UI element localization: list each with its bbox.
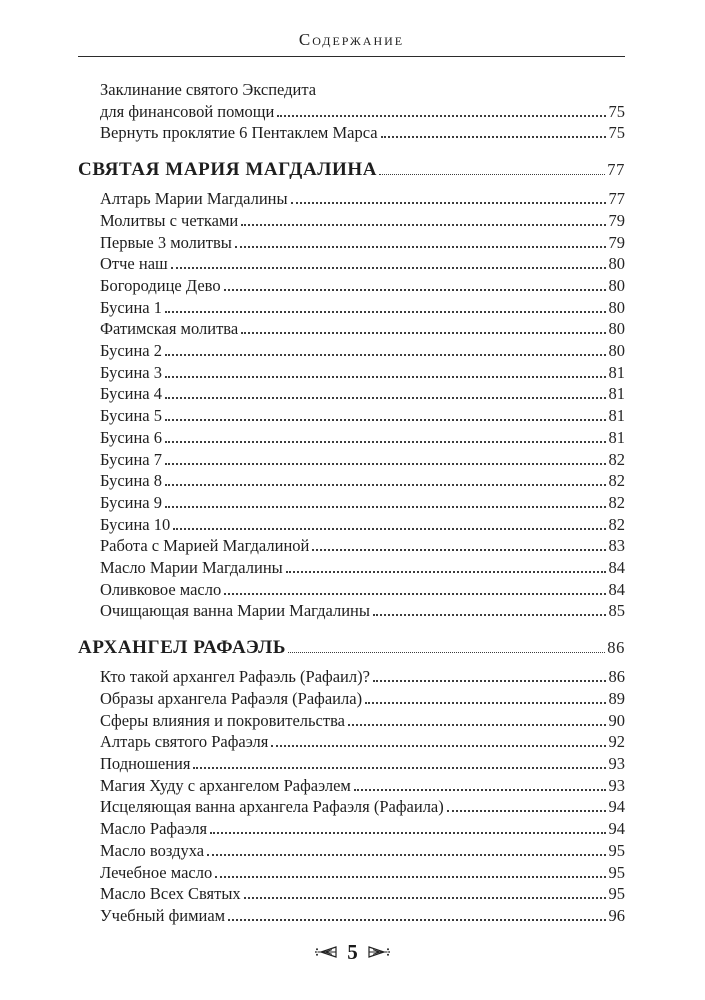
toc-row xyxy=(78,666,625,688)
toc-dot-leader xyxy=(379,174,605,175)
toc-dot-leader xyxy=(241,332,605,334)
toc-entry-label: Молитвы с четками xyxy=(100,210,239,230)
toc-dot-leader xyxy=(354,789,606,791)
toc-entry-label: Алтарь святого Рафаэля xyxy=(100,732,269,752)
toc-entry-label: Заклинание святого Экспедита xyxy=(100,80,317,99)
toc-page-number: 80 xyxy=(608,254,625,274)
toc-page-number: 79 xyxy=(608,232,625,252)
toc-dot-leader xyxy=(288,652,605,653)
toc-page-number: 93 xyxy=(608,775,625,795)
toc-entry-label: Подношения xyxy=(100,753,191,773)
toc-row xyxy=(78,405,625,427)
toc-page-number: 79 xyxy=(608,210,625,230)
toc-row xyxy=(78,557,625,579)
toc-row xyxy=(78,818,625,840)
toc-dot-leader xyxy=(215,876,605,878)
toc-dot-leader xyxy=(286,571,606,573)
toc-dot-leader xyxy=(210,832,605,834)
toc-dot-leader xyxy=(171,267,606,269)
toc-row xyxy=(78,122,625,144)
toc-row xyxy=(78,710,625,732)
toc-dot-leader xyxy=(271,745,605,747)
toc-dot-leader xyxy=(235,246,606,248)
toc-row xyxy=(78,210,625,232)
toc-dot-leader xyxy=(224,289,606,291)
toc-page-number: 80 xyxy=(608,319,625,339)
toc-page-number: 94 xyxy=(608,797,625,817)
toc-entry-label: СВЯТАЯ МАРИЯ МАГДАЛИНА xyxy=(78,159,378,181)
toc-row xyxy=(78,862,625,884)
toc-page-number: 86 xyxy=(607,638,625,658)
toc-list xyxy=(78,79,625,927)
toc-row xyxy=(78,514,625,536)
toc-row xyxy=(78,362,625,384)
toc-dot-leader xyxy=(365,702,605,704)
footer-page-number: 5 xyxy=(347,940,358,964)
toc-page-number: 95 xyxy=(608,862,625,882)
toc-row xyxy=(78,492,625,514)
toc-row xyxy=(78,600,625,622)
toc-row xyxy=(78,753,625,775)
toc-page-number: 85 xyxy=(608,601,625,621)
toc-dot-leader xyxy=(373,680,606,682)
toc-row xyxy=(78,905,625,927)
toc-page-number: 82 xyxy=(608,492,625,512)
toc-entry-label: Бусина 4 xyxy=(100,384,162,404)
toc-row xyxy=(78,157,625,183)
toc-entry-label: Бусина 6 xyxy=(100,427,162,447)
toc-page-number: 82 xyxy=(608,471,625,491)
toc-page-number: 81 xyxy=(608,427,625,447)
toc-row xyxy=(78,253,625,275)
toc-row xyxy=(78,688,625,710)
toc-row xyxy=(78,470,625,492)
toc-dot-leader xyxy=(244,897,606,899)
toc-page-number: 83 xyxy=(608,536,625,556)
toc-row xyxy=(78,383,625,405)
toc-page-number: 80 xyxy=(608,297,625,317)
toc-row xyxy=(78,275,625,297)
toc-entry-label: Фатимская молитва xyxy=(100,319,239,339)
toc-entry-label: АРХАНГЕЛ РАФАЭЛЬ xyxy=(78,637,287,659)
footer-ornament-right-icon xyxy=(367,945,390,959)
toc-dot-leader xyxy=(228,919,605,921)
toc-row xyxy=(78,188,625,210)
toc-entry-label: Бусина 1 xyxy=(100,297,162,317)
toc-row xyxy=(78,635,625,661)
toc-dot-leader xyxy=(207,854,605,856)
toc-row xyxy=(78,340,625,362)
footer-ornament-left-icon xyxy=(315,945,338,959)
page-footer xyxy=(0,940,705,964)
toc-row xyxy=(78,579,625,601)
toc-dot-leader xyxy=(165,484,606,486)
page-title: Содержание xyxy=(298,30,405,49)
toc-dot-leader xyxy=(165,463,606,465)
toc-page-number: 81 xyxy=(608,384,625,404)
toc-page-number: 80 xyxy=(608,275,625,295)
toc-entry-label: Очищающая ванна Марии Магдалины xyxy=(100,601,370,621)
toc-row xyxy=(78,449,625,471)
toc-entry-label: для финансовой помощи xyxy=(100,101,275,121)
toc-entry-label: Масло Рафаэля xyxy=(100,819,208,839)
toc-entry-label: Бусина 7 xyxy=(100,449,162,469)
toc-page-number: 82 xyxy=(608,449,625,469)
toc-page-number: 96 xyxy=(608,905,625,925)
toc-dot-leader xyxy=(173,528,605,530)
toc-dot-leader xyxy=(165,376,606,378)
toc-row xyxy=(78,731,625,753)
toc-page-number: 77 xyxy=(607,160,625,180)
toc-entry-label: Богородице Дево xyxy=(100,275,221,295)
toc-entry-label: Оливковое масло xyxy=(100,579,222,599)
toc-row xyxy=(78,535,625,557)
toc-page-number: 94 xyxy=(608,819,625,839)
toc-page-number: 75 xyxy=(608,123,625,143)
toc-row xyxy=(78,232,625,254)
toc-page-number: 77 xyxy=(608,189,625,209)
toc-page-number: 95 xyxy=(608,840,625,860)
toc-page-number: 95 xyxy=(608,884,625,904)
toc-entry-label: Сферы влияния и покровительства xyxy=(100,710,345,730)
toc-dot-leader xyxy=(348,724,606,726)
toc-dot-leader xyxy=(165,354,606,356)
toc-row xyxy=(78,318,625,340)
toc-entry-label: Алтарь Марии Магдалины xyxy=(100,189,288,209)
toc-row xyxy=(78,297,625,319)
toc-dot-leader xyxy=(165,311,606,313)
toc-dot-leader xyxy=(277,115,605,117)
toc-entry-label: Бусина 8 xyxy=(100,471,162,491)
toc-entry-label: Работа с Марией Магдалиной xyxy=(100,536,310,556)
toc-dot-leader xyxy=(373,614,606,616)
toc-row xyxy=(78,840,625,862)
toc-dot-leader xyxy=(165,397,606,399)
toc-row xyxy=(78,775,625,797)
toc-entry-label: Исцеляющая ванна архангела Рафаэля (Рафаила) xyxy=(100,797,444,817)
toc-entry-label: Образы архангела Рафаэля (Рафаила) xyxy=(100,688,363,708)
toc-row xyxy=(78,101,625,123)
toc-page-number: 82 xyxy=(608,514,625,534)
toc-row xyxy=(78,796,625,818)
toc-dot-leader xyxy=(224,593,605,595)
toc-page-number: 75 xyxy=(608,101,625,121)
toc-entry-label: Учебный фимиам xyxy=(100,905,226,925)
toc-dot-leader xyxy=(165,419,606,421)
header-rule xyxy=(78,56,625,57)
toc-entry-label: Бусина 5 xyxy=(100,406,162,426)
toc-dot-leader xyxy=(312,549,605,551)
toc-entry-label: Бусина 3 xyxy=(100,362,162,382)
toc-page-number: 84 xyxy=(608,579,625,599)
toc-entry-label: Первые 3 молитвы xyxy=(100,232,232,252)
toc-row xyxy=(78,427,625,449)
toc-entry-label: Магия Худу с архангелом Рафаэлем xyxy=(100,775,351,795)
toc-entry-label: Бусина 2 xyxy=(100,341,162,361)
toc-entry-label: Бусина 10 xyxy=(100,514,171,534)
toc-page-number: 80 xyxy=(608,341,625,361)
toc-page-number: 81 xyxy=(608,406,625,426)
toc-entry-label: Кто такой архангел Рафаэль (Рафаил)? xyxy=(100,667,370,687)
toc-page-number: 86 xyxy=(608,667,625,687)
toc-entry-label: Бусина 9 xyxy=(100,492,162,512)
toc-entry-label: Масло воздуха xyxy=(100,840,205,860)
toc-dot-leader xyxy=(291,202,606,204)
toc-entry-label: Лечебное масло xyxy=(100,862,213,882)
toc-entry-label: Отче наш xyxy=(100,254,168,274)
toc-page-number: 93 xyxy=(608,753,625,773)
toc-entry-label: Вернуть проклятие 6 Пентаклем Марса xyxy=(100,123,378,143)
toc-dot-leader xyxy=(381,136,606,138)
toc-dot-leader xyxy=(241,224,605,226)
toc-dot-leader xyxy=(447,810,606,812)
toc-page-number: 84 xyxy=(608,558,625,578)
toc-row xyxy=(78,883,625,905)
toc-page-number: 90 xyxy=(608,710,625,730)
toc-row xyxy=(78,79,625,101)
toc-entry-label: Масло Марии Магдалины xyxy=(100,558,283,578)
toc-dot-leader xyxy=(193,767,605,769)
toc-dot-leader xyxy=(165,506,606,508)
toc-page-number: 89 xyxy=(608,688,625,708)
toc-page-number: 92 xyxy=(608,732,625,752)
toc-dot-leader xyxy=(165,441,606,443)
toc-page-number: 81 xyxy=(608,362,625,382)
toc-entry-label: Масло Всех Святых xyxy=(100,884,241,904)
